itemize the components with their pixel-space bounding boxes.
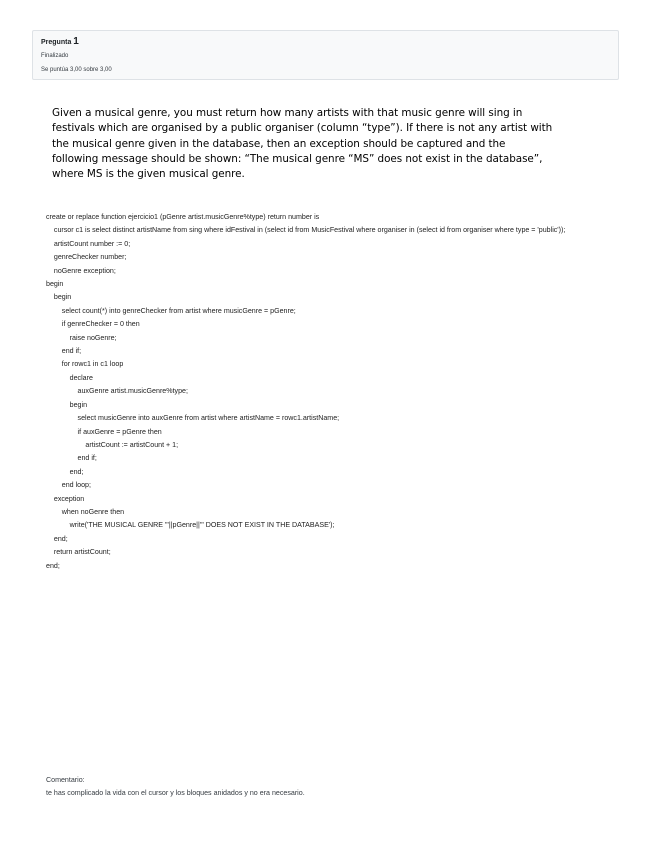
feedback-text: te has complicado la vida con el cursor y los bloques anidados y no era necesario. bbox=[46, 788, 305, 797]
answer-code: create or replace function ejercicio1 (pGenre artist.musicGenre%type) return number is cursor c1 is select distinct artistName from sing where idFestival in (select id from MusicFestival where organiser in (select id from organiser where type = 'public')); artistCount number := 0; genreChecker number; noGenre exception; begin begin select count(*) into genreChecker from artist where musicGenre = pGenre; if genreChecker = 0 then raise noGenre; end if; for rowc1 in c1 loop declare auxGenre artist.musicGenre%type; begin select musicGenre into auxGenre from artist where artistName = rowc1.artistName; if auxGenre = pGenre then artistCount := artistCount + 1; end if; end; end loop; exception when noGenre then write('THE MUSICAL GENRE "'||pGenre||'" DOES NOT EXIST IN THE DATABASE'); end; return artistCount; end; bbox=[46, 213, 566, 570]
question-number bbox=[41, 36, 610, 49]
feedback-label: Comentario: bbox=[46, 776, 85, 784]
question-prompt: Given a musical genre, you must return how many artists with that music genre will sing in festivals which are organised by a public organiser (column “type”). If there is not any artist with the musical genre given in the database, then an exception should be captured and the following message should be shown: “The musical genre “MS” does not exist in the database”, where MS is the given musical genre. bbox=[52, 107, 553, 181]
question-state: Finalizado bbox=[41, 53, 69, 59]
question-label: Pregunta bbox=[41, 39, 72, 46]
question-grade: Se puntúa 3,00 sobre 3,00 bbox=[41, 67, 112, 73]
question-number-value: 1 bbox=[73, 36, 79, 47]
feedback-section bbox=[46, 774, 606, 799]
question-info-box bbox=[32, 30, 619, 80]
